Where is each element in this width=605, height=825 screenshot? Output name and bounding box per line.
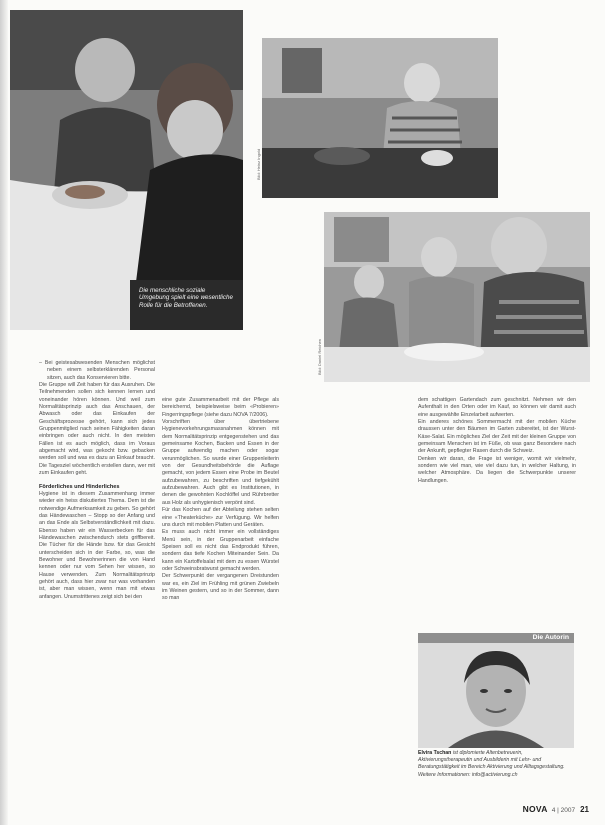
photo-kitchen-cooking xyxy=(262,38,498,198)
bullet-point: – Bei geistesabwesenden Menschen möglichst neben einem selbsterklärenden Personal sitzen, auch das Konservieren bitte. xyxy=(39,360,155,381)
photo-group-meal-prep xyxy=(324,212,590,382)
issue-number: 4 | 2007 xyxy=(551,807,576,814)
paragraph: Die Gruppe will Zeit haben für das Ausruhen. Die Teilnehmenden sollen sich kennen lernen und voneinander hören können. Und weil zum Normalitätsprinzip auch das Anschauen, der Abwasch oder das Einkaufen der Geschäftsprozesse gehört, kann sich jedes Gruppenmitglied nach seinen Fähigkeiten daran einbringen oder auch nicht. In den meisten Fällen ist es auch möglich, dass im Voraus abgemacht wird, was gekocht bzw. gebacken werden soll und was es dazu an Einkauf braucht. Die Tagesziel wöchentlich erstellen dann, wer mit zum Einkaufen geht. xyxy=(39,382,155,477)
text-column-3-body xyxy=(418,397,576,485)
page-footer xyxy=(523,804,589,814)
paragraph: eine gute Zusammenarbeit mit der Pflege als bereichernd, beispielsweise beim «Probieren» Fingerringspflege (siehe dazu NOVA 7/2006). xyxy=(162,397,279,418)
magazine-brand: NOVA xyxy=(522,804,548,814)
author-portrait-icon xyxy=(418,643,574,748)
photo-credit-bottom: Bild: Daniel Reichen xyxy=(317,338,322,375)
photo-dining-table xyxy=(10,10,243,330)
page-number: 21 xyxy=(580,805,589,814)
paragraph: Ein anderes schönes Sommermacht mit der mobilen Küche draussen unter den Bäumen im Garten zubereitet, ist der Wurst-Käse-Salat. Ein mögliches Ziel der Zeit mit der kleinen Gruppe von gemeinsam Menschen ist im Füße, ob was ganz Besondere nach der Ankunft, gepflegter Rasen durch die Schweiz. xyxy=(418,419,576,455)
paragraph: dem schattigen Gartendach zum geschnitzt. Nehmen wir den Aufenthalt in den Orten oder im Kauf, so können wir damit auch eine ausgewählte Einzelarbeit aufwerten. xyxy=(418,397,576,418)
author-name: Elvira Tschan xyxy=(418,750,452,756)
paragraph: Hygiene ist in diesem Zusammenhang immer wieder ein heiss diskutiertes Thema. Dem ist die notwendige Aufmerksamkeit zu geben. So gehört das Händewaschen – Stopp so der Anfang und an das Ende als Selbstverständlichkeit mit dazu. Ebenso haben wir ein Wasserbecken für das Händewaschen zwischendurch stets griffbereit. Die Tücher für die Hände bzw. für das Gesicht unterscheiden sich in der Farbe, so, was die Bewohner und Bewohnerinnen die von Hand kennen oder nur vom Sehen her wissen, so Hause verwenden. Zum Normalitätsprinzip gehört auch, dass hier zwar nur was vorhanden ist, aber man wissen, wenn man mit etwas anfangen. Unumstrittenes zeigt sich bei den xyxy=(39,490,155,600)
paragraph: Der Schwerpunkt der vergangenen Dreistunden war es, ein Ziel im Frühling mit grünen Zwiebeln im Weinen gestern, und so in der Sommer, dann so man xyxy=(162,573,279,602)
photo-credit-top: Bild: Heinz Ingold xyxy=(256,148,261,180)
page-fold-shadow xyxy=(0,0,8,825)
author-heading: Die Autorin xyxy=(418,633,574,643)
author-bio xyxy=(418,750,578,779)
paragraph: Vorschriften über übertriebene Hygienevorkehrungsmassnahmen können mit dem Normalitätsprinzip entgegenstehen und das gemeinsame Kochen, Backen und Essen in der Gruppe aufwendig machen oder sogar verunmöglichen. So wurde einer Gruppenleiterin von der Gesundheitsbehörde die Auflage gemacht, von jedem Essen eine Probe im Beutel aufzubewahren, zu beschriften und tiefgekühlt aufzubewahren. Auch gibt es Institutionen, in denen die gewohnten Kochlöffel und Rührbretter aus Holz als unhygienisch verpönt sind. xyxy=(162,419,279,506)
paragraph: Für das Kochen auf der Abteilung stehen selten eine «Theaterküche» zur Verfügung. Wir helfen uns durch mit mobilen Platten und Geräten. xyxy=(162,507,279,528)
author-description: ist diplomierte Altenbetreuerin, Aktivierungstherapeutin und Ausbilderin mit Lehr- und Beratungstätigkeit im Bereich Aktivierung und Alltagsgestaltung. Weitere Informationen: info@activierung.ch xyxy=(418,750,565,778)
section-heading: Förderliches und Hinderliches xyxy=(39,483,120,490)
text-column-2 xyxy=(162,397,279,603)
author-box xyxy=(418,633,574,748)
paragraph: Es muss auch nicht immer ein vollständiges Menü sein, in der Gruppenarbeit einfache Speisen soll es nicht das Endprodukt führen, sondern das tiefe Kochen Miteinander Sein. Da kann ein Kartoffelsalat mit dem zu essen Würstel oder Schweinsbratwurst gemacht werden. xyxy=(162,529,279,572)
paragraph: Denken wir daran, die Frage ist weniger, womit wir vielmehr, sondern wie viel man, wie viel dazu tun, in welcher Haltung, in welcher Atmosphäre. Da liegen die Schwerpunkte unserer Handlungen. xyxy=(418,455,576,484)
photo-caption: Die menschliche soziale Umgebung spielt eine wesentliche Rolle für die Betroffenen. xyxy=(139,287,233,309)
text-column-1 xyxy=(39,360,155,601)
